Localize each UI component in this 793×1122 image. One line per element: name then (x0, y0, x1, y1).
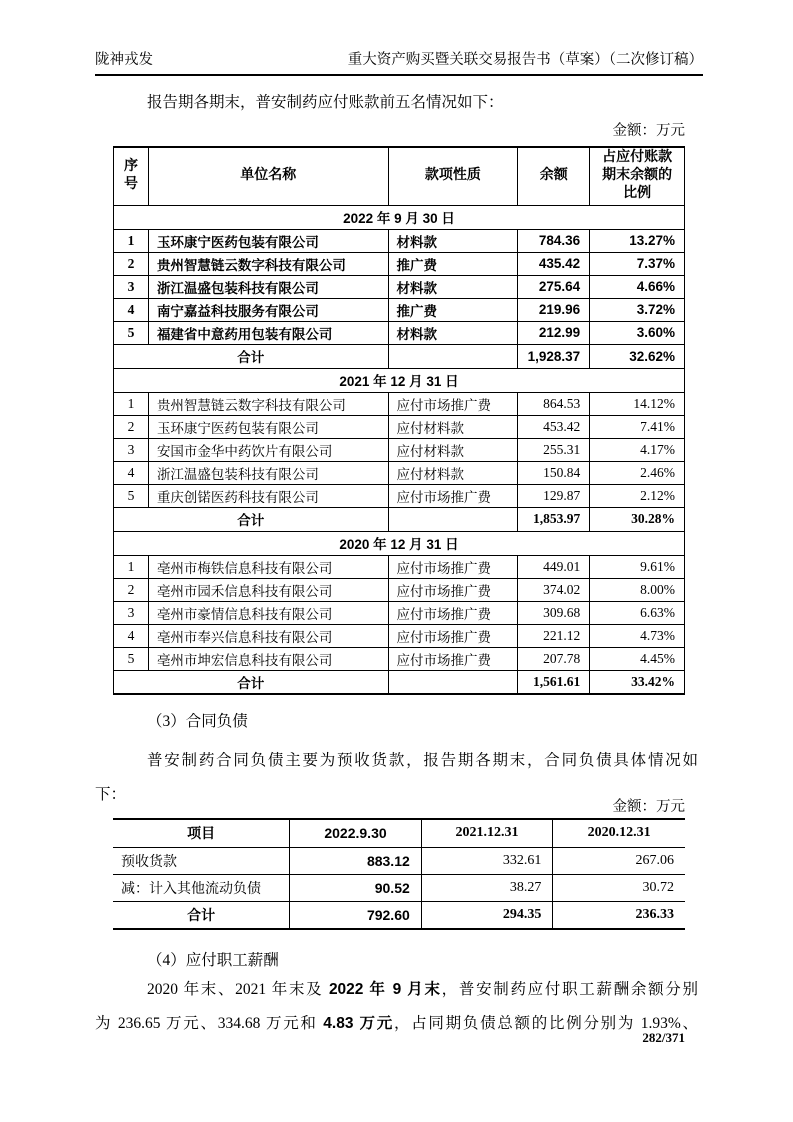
cell-ratio: 2.46% (590, 461, 685, 484)
text-segment: ，普安制药应付职工薪酬余额分别 (441, 981, 698, 998)
running-header (95, 48, 703, 76)
cell-seq: 5 (114, 647, 149, 670)
cell-nature: 应付市场推广费 (388, 484, 518, 507)
cell-company: 重庆创锘医药科技有限公司 (148, 484, 388, 507)
cell-ratio: 4.17% (590, 438, 685, 461)
page-number: 282/371 (642, 1030, 685, 1045)
cell-2020: 267.06 (553, 847, 685, 874)
cell-company: 福建省中意药用包装有限公司 (148, 321, 388, 344)
col-header-nature: 款项性质 (388, 147, 518, 205)
cell-company: 亳州市豪情信息科技有限公司 (148, 601, 388, 624)
cell-company: 亳州市奉兴信息科技有限公司 (148, 624, 388, 647)
payables-row (114, 647, 685, 670)
payables-row (114, 484, 685, 507)
section-date-row (114, 531, 685, 555)
intro-paragraph: 报告期各期末，普安制药应付账款前五名情况如下： (147, 94, 504, 111)
payables-total-row (114, 344, 685, 368)
col-header-item: 项目 (113, 819, 290, 847)
cell-ratio: 8.00% (590, 578, 685, 601)
cell-balance: 374.02 (518, 578, 590, 601)
cell-balance: 255.31 (518, 438, 590, 461)
payables-row (114, 438, 685, 461)
cell-balance: 864.53 (518, 392, 590, 415)
total-empty-cell (388, 344, 518, 368)
total-balance-cell: 1,561.61 (518, 670, 590, 694)
cell-seq: 3 (114, 275, 149, 298)
cell-nature: 应付市场推广费 (388, 624, 518, 647)
cell-company: 亳州市坤宏信息科技有限公司 (148, 647, 388, 670)
col-header-balance: 余额 (518, 147, 590, 205)
cell-nature: 应付材料款 (388, 461, 518, 484)
header-row (113, 819, 685, 847)
cell-ratio: 3.72% (590, 298, 685, 321)
cell-balance: 219.96 (518, 298, 590, 321)
contract-row (113, 847, 685, 874)
cell-seq: 5 (114, 321, 149, 344)
cell-balance: 212.99 (518, 321, 590, 344)
payables-row (114, 252, 685, 275)
total-balance-cell: 1,928.37 (518, 344, 590, 368)
cell-nature: 应付市场推广费 (388, 601, 518, 624)
cell-nature: 材料款 (388, 321, 518, 344)
payables-row (114, 229, 685, 252)
cell-company: 玉环康宁医药包装有限公司 (148, 229, 388, 252)
cell-seq: 1 (114, 392, 149, 415)
cell-balance: 221.12 (518, 624, 590, 647)
cell-nature: 应付材料款 (388, 438, 518, 461)
cell-nature: 推广费 (388, 252, 518, 275)
col-header-2022: 2022.9.30 (290, 819, 422, 847)
text-segment: 为 236.65 万元、334.68 万元和 (95, 1015, 324, 1032)
total-label-cell: 合计 (114, 670, 389, 694)
cell-ratio: 2.12% (590, 484, 685, 507)
section3-paragraph-line1: 普安制药合同负债主要为预收货款，报告期各期末，合同负债具体情况如 (147, 752, 698, 769)
payables-row (114, 461, 685, 484)
cell-ratio: 7.37% (590, 252, 685, 275)
col-header-2021: 2021.12.31 (421, 819, 553, 847)
total-label-cell: 合计 (114, 344, 389, 368)
section-date-cell: 2022 年 9 月 30 日 (114, 205, 685, 229)
cell-seq: 1 (114, 229, 149, 252)
cell-balance: 309.68 (518, 601, 590, 624)
cell-balance: 275.64 (518, 275, 590, 298)
cell-company: 南宁嘉益科技服务有限公司 (148, 298, 388, 321)
unit-note-contract: 金额：万元 (612, 799, 685, 815)
payables-row (114, 392, 685, 415)
payables-table (113, 146, 685, 695)
col-header-2020: 2020.12.31 (553, 819, 685, 847)
cell-balance: 150.84 (518, 461, 590, 484)
unit-note-payables: 金额：万元 (612, 123, 685, 139)
cell-balance: 449.01 (518, 555, 590, 578)
cell-balance: 453.42 (518, 415, 590, 438)
cell-company: 贵州智慧链云数字科技有限公司 (148, 252, 388, 275)
cell-nature: 应付市场推广费 (388, 647, 518, 670)
payables-row (114, 275, 685, 298)
cell-balance: 435.42 (518, 252, 590, 275)
total-empty-cell (388, 670, 518, 694)
payables-row (114, 298, 685, 321)
total-ratio-cell: 30.28% (590, 507, 685, 531)
cell-2021: 332.61 (421, 847, 553, 874)
total-2022-cell: 792.60 (290, 901, 422, 929)
cell-seq: 5 (114, 484, 149, 507)
cell-company: 安国市金华中药饮片有限公司 (148, 438, 388, 461)
cell-ratio: 3.60% (590, 321, 685, 344)
cell-2021: 38.27 (421, 874, 553, 901)
section-date-row (114, 205, 685, 229)
total-2020-cell: 236.33 (553, 901, 685, 929)
cell-seq: 2 (114, 415, 149, 438)
cell-company: 贵州智慧链云数字科技有限公司 (148, 392, 388, 415)
text-segment: ，占同期负债总额的比例分别为 1.93%、 (393, 1015, 698, 1032)
total-empty-cell (388, 507, 518, 531)
payables-row (114, 601, 685, 624)
cell-nature: 材料款 (388, 229, 518, 252)
cell-company: 浙江温盛包装科技有限公司 (148, 461, 388, 484)
payables-table-header (114, 147, 685, 205)
cell-item: 预收货款 (113, 847, 290, 874)
cell-seq: 3 (114, 601, 149, 624)
cell-nature: 应付市场推广费 (388, 392, 518, 415)
col-header-company: 单位名称 (148, 147, 388, 205)
payables-table-body (114, 205, 685, 694)
header-row (114, 147, 685, 205)
cell-company: 浙江温盛包装科技有限公司 (148, 275, 388, 298)
section-date-row (114, 368, 685, 392)
bold-text-segment: 2022 年 9 月末 (328, 981, 442, 998)
payables-total-row (114, 670, 685, 694)
total-2021-cell: 294.35 (421, 901, 553, 929)
cell-nature: 推广费 (388, 298, 518, 321)
cell-seq: 4 (114, 461, 149, 484)
section4-heading: （4）应付职工薪酬 (147, 952, 279, 969)
payables-row (114, 578, 685, 601)
section4-line1 (95, 973, 698, 1007)
col-header-ratio: 占应付账款期末余额的比例 (590, 147, 685, 205)
total-balance-cell: 1,853.97 (518, 507, 590, 531)
section-date-cell: 2021 年 12 月 31 日 (114, 368, 685, 392)
cell-ratio: 4.73% (590, 624, 685, 647)
cell-2022: 90.52 (290, 874, 422, 901)
header-right-text: 重大资产购买暨关联交易报告书（草案）（二次修订稿） (347, 52, 703, 68)
payables-total-row (114, 507, 685, 531)
section-date-cell: 2020 年 12 月 31 日 (114, 531, 685, 555)
cell-ratio: 14.12% (590, 392, 685, 415)
contract-table-body (113, 847, 685, 929)
cell-company: 亳州市梅铁信息科技有限公司 (148, 555, 388, 578)
cell-nature: 应付材料款 (388, 415, 518, 438)
cell-seq: 3 (114, 438, 149, 461)
total-ratio-cell: 32.62% (590, 344, 685, 368)
cell-2022: 883.12 (290, 847, 422, 874)
cell-item: 减：计入其他流动负债 (113, 874, 290, 901)
section3-paragraph-line2: 下： (95, 786, 127, 803)
cell-nature: 应付市场推广费 (388, 555, 518, 578)
cell-ratio: 6.63% (590, 601, 685, 624)
total-label-cell: 合计 (114, 507, 389, 531)
header-left-text: 陇神戎发 (95, 52, 153, 68)
payables-row (114, 415, 685, 438)
cell-ratio: 4.45% (590, 647, 685, 670)
payables-row (114, 624, 685, 647)
cell-seq: 1 (114, 555, 149, 578)
cell-seq: 2 (114, 578, 149, 601)
section3-heading: （3）合同负债 (147, 713, 248, 730)
cell-nature: 材料款 (388, 275, 518, 298)
payables-row (114, 555, 685, 578)
cell-seq: 4 (114, 298, 149, 321)
cell-company: 亳州市园禾信息科技有限公司 (148, 578, 388, 601)
cell-nature: 应付市场推广费 (388, 578, 518, 601)
cell-balance: 129.87 (518, 484, 590, 507)
contract-row (113, 874, 685, 901)
cell-seq: 4 (114, 624, 149, 647)
col-header-seq: 序号 (114, 147, 149, 205)
cell-ratio: 4.66% (590, 275, 685, 298)
text-segment: 2020 年末、2021 年末及 (147, 981, 329, 998)
cell-ratio: 13.27% (590, 229, 685, 252)
total-label-cell: 合计 (113, 901, 290, 929)
cell-seq: 2 (114, 252, 149, 275)
cell-ratio: 7.41% (590, 415, 685, 438)
payables-row (114, 321, 685, 344)
bold-text-segment: 4.83 万元 (323, 1015, 394, 1032)
contract-liabilities-table (113, 818, 685, 930)
cell-2020: 30.72 (553, 874, 685, 901)
cell-balance: 207.78 (518, 647, 590, 670)
contract-total-row (113, 901, 685, 929)
total-ratio-cell: 33.42% (590, 670, 685, 694)
cell-company: 玉环康宁医药包装有限公司 (148, 415, 388, 438)
cell-balance: 784.36 (518, 229, 590, 252)
contract-table-header (113, 819, 685, 847)
cell-ratio: 9.61% (590, 555, 685, 578)
